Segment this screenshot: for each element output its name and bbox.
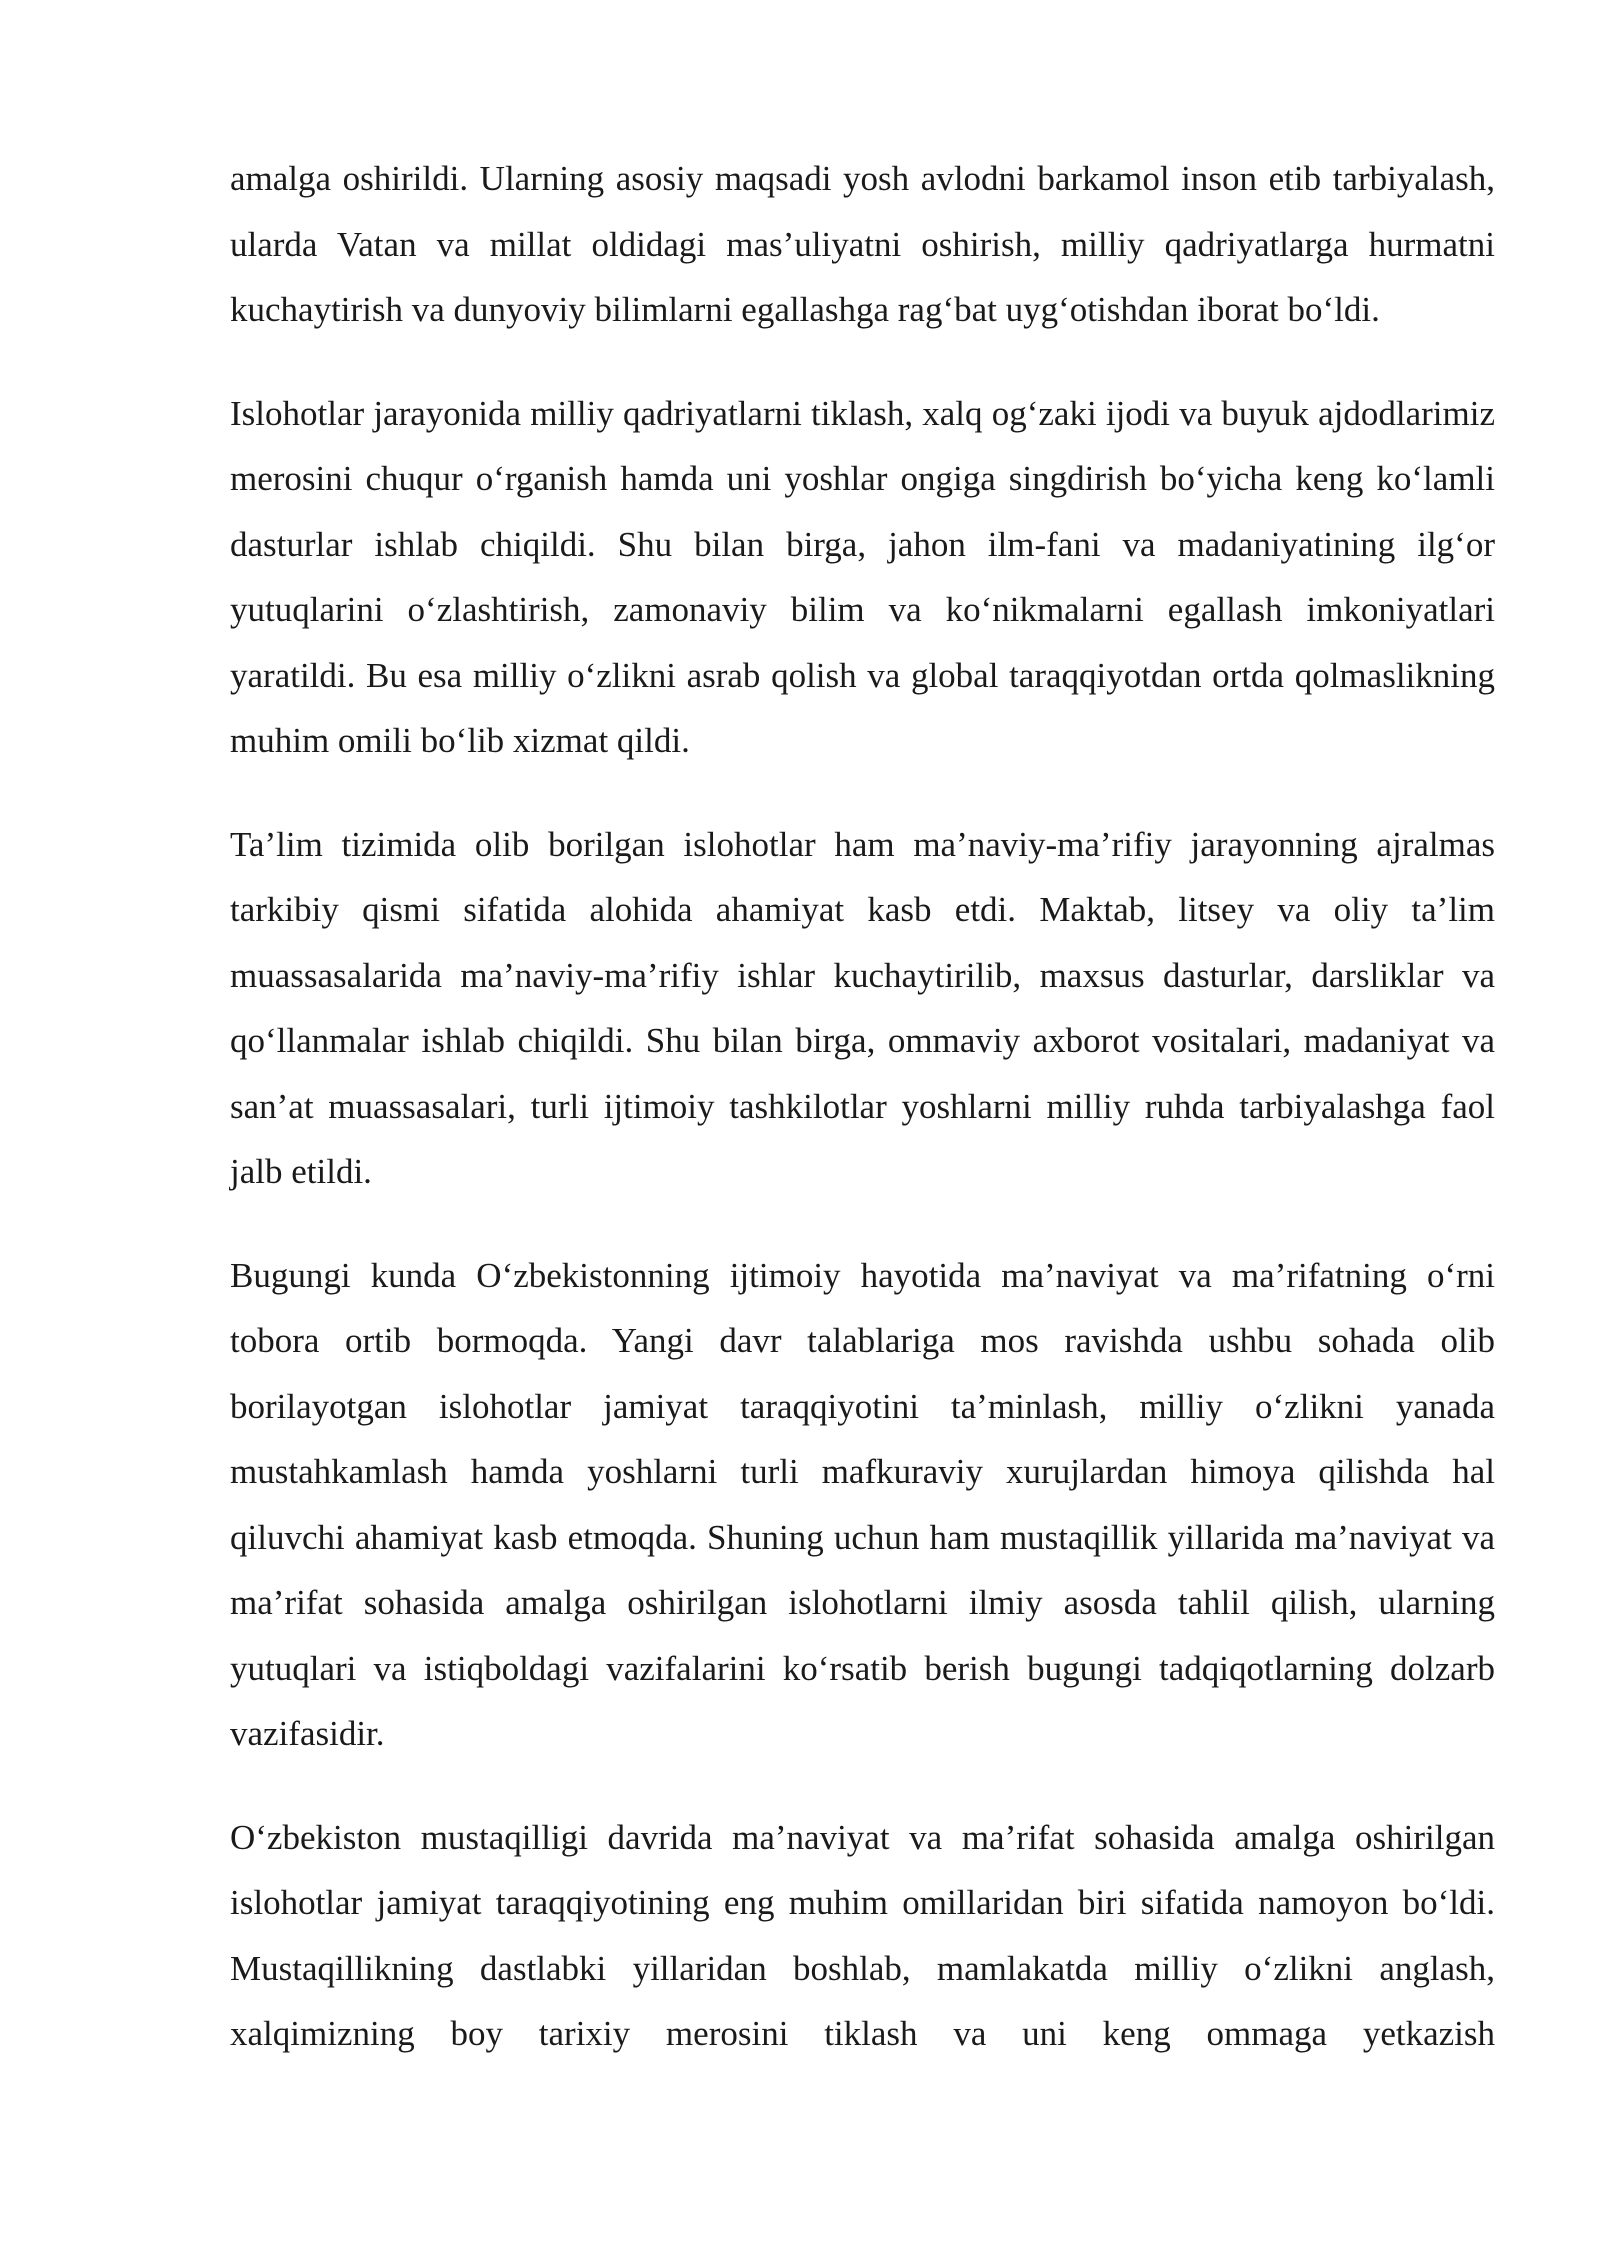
paragraph: Bugungi kunda O‘zbekistonning ijtimoiy hayotida ma’naviyat va ma’rifatning o‘rni tobora ortib bormoqda. Yangi davr talablariga mos ravishda ushbu sohada olib borilayotgan islohotlar jamiyat taraqqiyotini ta’minlash, milliy o‘zlikni yanada mustahkamlash hamda yoshlarni turli mafkuraviy xurujlardan himoya qilishda hal qiluvchi ahamiyat kasb etmoqda. Shuning uchun ham mustaqillik yillarida ma’naviyat va ma’rifat sohasida amalga oshirilgan islohotlarni ilmiy asosda tahlil qilish, ularning yutuqlari va istiqboldagi vazifalarini ko‘rsatib berish bugungi tadqiqotlarning dolzarb vazifasidir. [230,1255,1495,1753]
paragraph: Islohotlar jarayonida milliy qadriyatlarni tiklash, xalq og‘zaki ijodi va buyuk ajdodlarimiz merosini chuqur o‘rganish hamda uni yoshlar ongiga singdirish bo‘yicha keng ko‘lamli dasturlar ishlab chiqildi. Shu bilan birga, jahon ilm-fani va madaniyatining ilg‘or yutuqlarini o‘zlashtirish, zamonaviy bilim va ko‘nikmalarni egallash imkoniyatlari yaratildi. Bu esa milliy o‘zlikni asrab qolish va global taraqqiyotdan ortda qolmaslikning muhim omili bo‘lib xizmat qildi. [230,393,1495,760]
paragraph: amalga oshirildi. Ularning asosiy maqsadi yosh avlodni barkamol inson etib tarbiyalash, ularda Vatan va millat oldidagi mas’uliyatni oshirish, milliy qadriyatlarga hurmatni kuchaytirish va dunyoviy bilimlarni egallashga rag‘bat uyg‘otishdan iborat bo‘ldi. [230,159,1495,329]
paragraph: Ta’lim tizimida olib borilgan islohotlar ham ma’naviy-ma’rifiy jarayonning ajralmas tarkibiy qismi sifatida alohida ahamiyat kasb etdi. Maktab, litsey va oliy ta’lim muassasalarida ma’naviy-ma’rifiy ishlar kuchaytirilib, maxsus dasturlar, darsliklar va qo‘llanmalar ishlab chiqildi. Shu bilan birga, ommaviy axborot vositalari, madaniyat va san’at muassasalari, turli ijtimoiy tashkilotlar yoshlarni milliy ruhda tarbiyalashga faol jalb etildi. [230,824,1495,1191]
paragraph: O‘zbekiston mustaqilligi davrida ma’naviyat va ma’rifat sohasida amalga oshirilgan islohotlar jamiyat taraqqiyotining eng muhim omillaridan biri sifatida namoyon bo‘ldi. Mustaqillikning dastlabki yillaridan boshlab, mamlakatda milliy o‘zlikni anglash, xalqimizning boy tarixiy merosini tiklash va uni keng ommaga yetkazish [230,1817,1495,2053]
document-body [230,146,1495,2067]
